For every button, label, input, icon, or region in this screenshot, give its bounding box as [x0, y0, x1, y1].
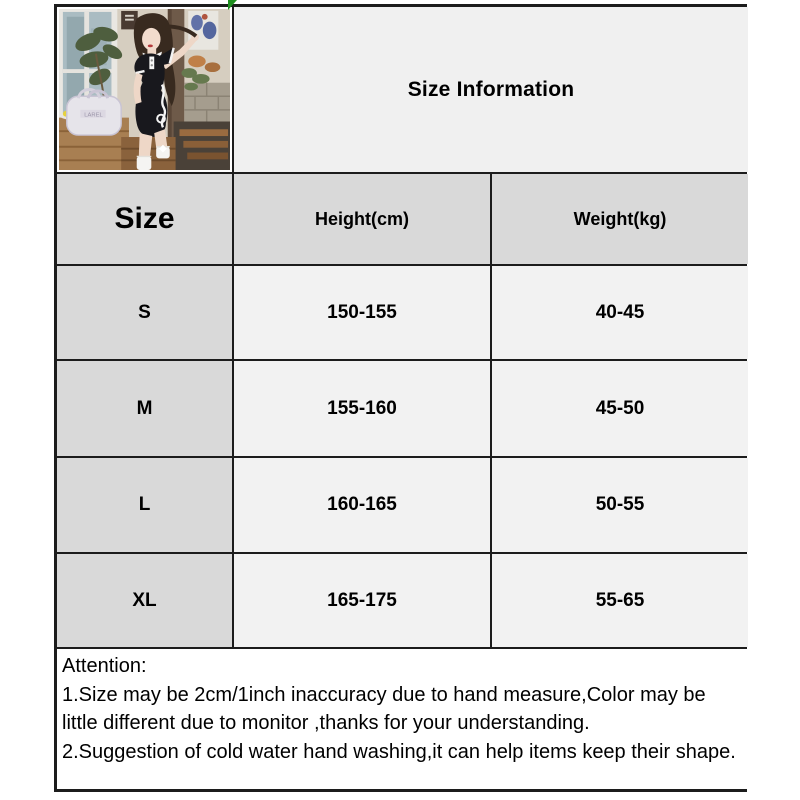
table-row-m-size: M — [57, 361, 232, 456]
table-row-l-weight: 50-55 — [492, 458, 748, 552]
size-chart-panel — [54, 4, 747, 792]
table-row-l-size: L — [57, 458, 232, 552]
product-photo — [57, 7, 232, 172]
column-header-height: Height(cm) — [234, 174, 490, 264]
product-photo-illustration — [59, 9, 230, 170]
column-header-size: Size — [57, 174, 232, 264]
size-information-title-cell — [234, 7, 748, 172]
table-row-l-height: 160-165 — [234, 458, 490, 552]
table-row-s-size: S — [57, 266, 232, 359]
attention-note-1: 1.Size may be 2cm/1inch inaccuracy due to hand measure,Color may be little different due to monitor ,thanks for your understanding. — [62, 683, 706, 734]
column-header-weight: Weight(kg) — [492, 174, 748, 264]
table-row-xl-size: XL — [57, 554, 232, 647]
table-row-m-weight: 45-50 — [492, 361, 748, 456]
table-row-xl-weight: 55-65 — [492, 554, 748, 647]
attention-note — [57, 649, 748, 789]
table-row-xl-height: 165-175 — [234, 554, 490, 647]
green-corner-marker-icon — [228, 0, 237, 10]
table-row-s-weight: 40-45 — [492, 266, 748, 359]
table-row-s-height: 150-155 — [234, 266, 490, 359]
table-row-m-height: 155-160 — [234, 361, 490, 456]
attention-note-2: 2.Suggestion of cold water hand washing,it can help items keep their shape. — [62, 740, 736, 763]
page-title: Size Information — [407, 77, 575, 101]
attention-heading: Attention: — [62, 655, 147, 677]
svg-text:LAREL: LAREL — [84, 112, 103, 119]
